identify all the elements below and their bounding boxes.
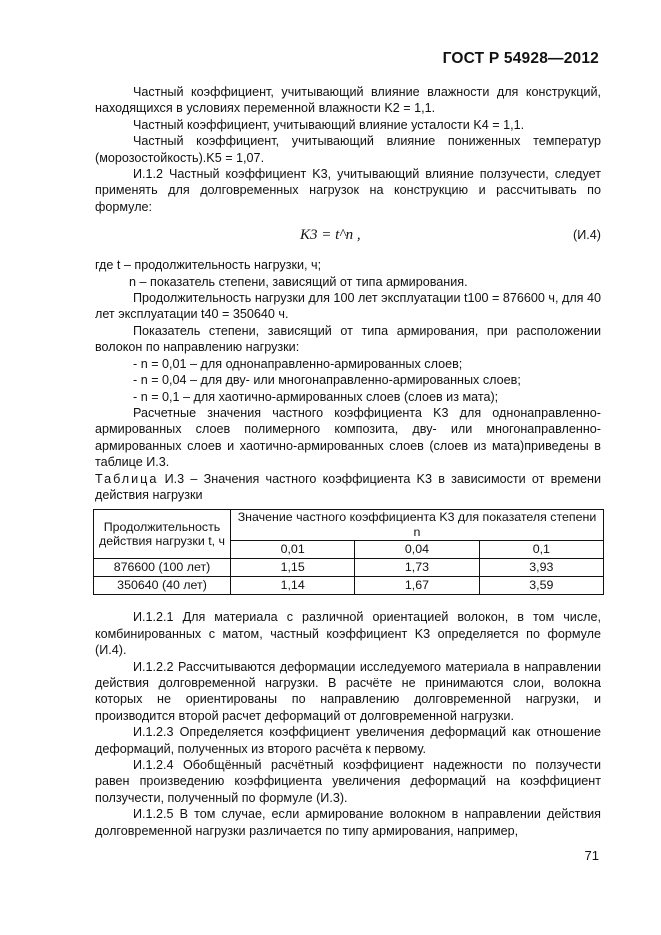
paragraph-i1-2-1: И.1.2.1 Для материала с различной ориентацией волокон, в том числе, комбинированных с матом, частный коэффициент K3 определяется по формуле (И.4). <box>95 610 601 658</box>
paragraph-fatigue: Частный коэффициент, учитывающий влияние усталости K4 = 1,1. <box>133 117 525 132</box>
paragraph-i1-2-5: И.1.2.5 В том случае, если армирование волокном в направлении действия долговременной нагрузки различается по типу армирования, например, <box>95 807 601 838</box>
formula-i4 <box>95 225 601 247</box>
where-n: n – показатель степени, зависящий от типа армирования. <box>129 274 468 289</box>
table-cell-duration: 350640 (40 лет) <box>94 577 231 595</box>
paragraph-humidity: Частный коэффициент, учитывающий влияние влажности для конструкций, находящихся в условиях переменной влажности K2 = 1,1. <box>95 85 601 116</box>
table-caption <box>95 471 601 504</box>
paragraph-frost: Частный коэффициент, учитывающий влияние пониженных температур (морозостойкость).K5 = 1,07. <box>95 134 601 165</box>
table-row <box>94 559 604 577</box>
paragraph-duration: Продолжительность нагрузки для 100 лет эксплуатации t100 = 876600 ч, для 40 лет эксплуатации t40 = 350640 ч. <box>95 291 601 322</box>
table-cell: 1,14 <box>231 577 355 595</box>
table-col1-header: Продолжительность действия нагрузки t, ч <box>94 510 231 559</box>
table-caption-text: И.3 – Значения частного коэффициента K3 в зависимости от времени действия нагрузки <box>95 471 602 502</box>
table-group-header: Значение частного коэффициента K3 для показателя степени n <box>231 510 604 541</box>
table-cell-duration: 876600 (100 лет) <box>94 559 231 577</box>
paragraph-i1-2-3: И.1.2.3 Определяется коэффициент увеличения деформаций как отношение деформаций, полученных из второго расчёта к первому. <box>95 725 601 756</box>
standard-header: ГОСТ Р 54928—2012 <box>442 50 599 67</box>
list-item: - n = 0,1 – для хаотично-армированных слоев (слоев из мата); <box>133 389 499 404</box>
paragraph-exponent: Показатель степени, зависящий от типа армирования, при расположении волокон по направлению нагрузки: <box>95 323 601 355</box>
list-item: - n = 0,04 – для дву- или многонаправленно-армированных слоев; <box>133 373 521 388</box>
where-t: где t – продолжительность нагрузки, ч; <box>95 258 322 273</box>
table-cell: 3,93 <box>479 559 603 577</box>
paragraph-i1-2-4: И.1.2.4 Обобщённый расчётный коэффициент надежности по ползучести равен произведению коэффициента увеличения деформаций на коэффициент ползучести, полученный по формуле (И.3). <box>95 758 601 805</box>
formula-number: (И.4) <box>573 228 601 243</box>
paragraph-table-ref: Расчетные значения частного коэффициента K3 для однонаправленно-армированных слоев полимерного композита, дву- или многонаправленно-армированных слоев и хаотично-армированных слоев (слоев из мата)приведены в таблице И.3. <box>95 405 601 470</box>
paragraph-creep: И.1.2 Частный коэффициент K3, учитывающий влияние ползучести, следует применять для долговременных нагрузок на конструкцию и рассчитывать по формуле: <box>95 167 601 214</box>
table-exponent-header: 0,04 <box>355 541 479 559</box>
table-cell: 1,73 <box>355 559 479 577</box>
coefficient-table <box>93 509 604 595</box>
formula-expression: K3 = t^n , <box>300 227 361 244</box>
table-cell: 1,15 <box>231 559 355 577</box>
table-exponent-header: 0,1 <box>479 541 603 559</box>
table-cell: 1,67 <box>355 577 479 595</box>
paragraph-i1-2-2: И.1.2.2 Рассчитываются деформации исследуемого материала в направлении действия долговременной нагрузки. В расчёте не принимаются слои, волокна которых не ориентированы по направлению долговременной нагрузки, и производится второй расчет деформаций от долговременной нагрузки. <box>95 659 601 723</box>
page-number: 71 <box>584 848 599 863</box>
list-item: - n = 0,01 – для однонаправленно-армированных слоев; <box>133 356 463 371</box>
table-caption-label: Таблица <box>95 471 159 486</box>
table-cell: 3,59 <box>479 577 603 595</box>
table-exponent-header: 0,01 <box>231 541 355 559</box>
document-body <box>95 84 601 839</box>
table-row <box>94 577 604 595</box>
